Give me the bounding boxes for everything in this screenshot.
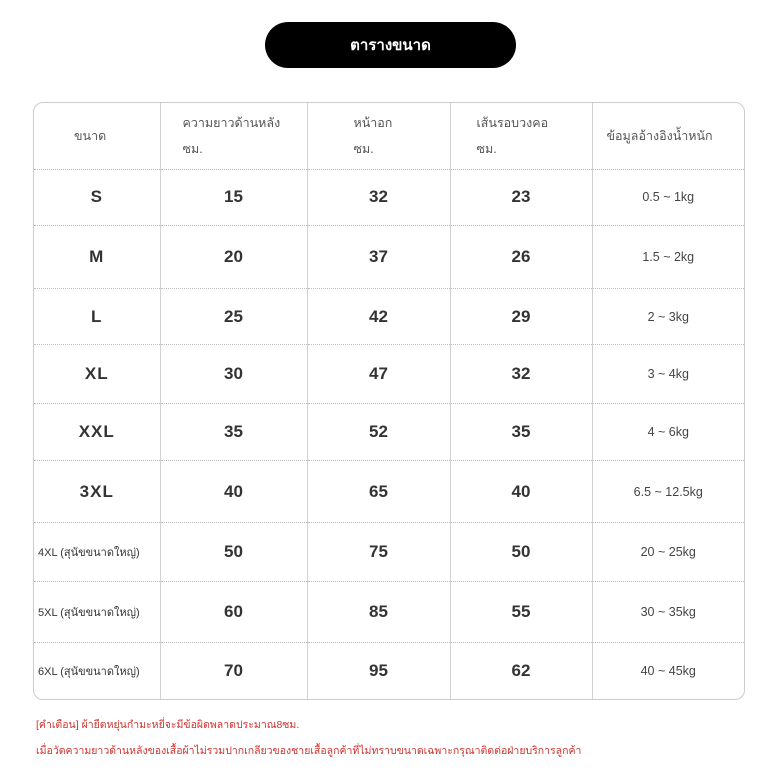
weight-cell: 2 ~ 3kg	[592, 288, 744, 345]
back-length-cell: 35	[160, 404, 307, 461]
header-back-length: ความยาวด้านหลัง ซม.	[160, 103, 307, 169]
neck-cell: 55	[450, 582, 592, 643]
neck-cell: 40	[450, 460, 592, 523]
table-row	[34, 642, 744, 699]
table-row	[34, 523, 744, 582]
weight-cell: 3 ~ 4kg	[592, 345, 744, 404]
chest-cell: 52	[307, 404, 450, 461]
weight-cell: 30 ~ 35kg	[592, 582, 744, 643]
table-row	[34, 226, 744, 289]
chest-cell: 65	[307, 460, 450, 523]
measure-note: เมื่อวัดความยาวด้านหลังของเสื้อผ้าไม่รวมปากเกลียวของชายเสื้อลูกค้าที่ไม่ทราบขนาดเฉพาะกรุณาติดต่อฝ่ายบริการลูกค้า	[36, 745, 582, 757]
table-row	[34, 404, 744, 461]
table-row	[34, 582, 744, 643]
warning-note: [คำเตือน] ผ้ายืดหยุ่นกำมะหยี่จะมีข้อผิดพลาดประมาณ8ซม.	[36, 719, 300, 731]
table-row	[34, 460, 744, 523]
size-cell: XXL	[34, 404, 160, 461]
header-chest: หน้าอก ซม.	[307, 103, 450, 169]
weight-cell: 0.5 ~ 1kg	[592, 169, 744, 226]
back-length-cell: 15	[160, 169, 307, 226]
back-length-cell: 70	[160, 642, 307, 699]
weight-cell: 1.5 ~ 2kg	[592, 226, 744, 289]
size-cell: 6XL (สุนัขขนาดใหญ่)	[34, 642, 160, 699]
neck-cell: 50	[450, 523, 592, 582]
chest-cell: 75	[307, 523, 450, 582]
size-cell: 4XL (สุนัขขนาดใหญ่)	[34, 523, 160, 582]
page-title: ตารางขนาด	[265, 22, 516, 68]
size-chart-table	[33, 102, 745, 700]
back-length-cell: 40	[160, 460, 307, 523]
back-length-cell: 60	[160, 582, 307, 643]
weight-cell: 40 ~ 45kg	[640, 663, 696, 678]
chest-cell: 37	[307, 226, 450, 289]
weight-cell: 4 ~ 6kg	[592, 404, 744, 461]
chest-cell: 85	[307, 582, 450, 643]
size-cell: XL	[34, 345, 160, 404]
back-length-cell: 25	[160, 288, 307, 345]
header-neck: เส้นรอบวงคอ ซม.	[450, 103, 592, 169]
size-cell: L	[34, 288, 160, 345]
size-cell: 3XL	[34, 460, 160, 523]
chest-cell: 32	[307, 169, 450, 226]
neck-cell: 23	[450, 169, 592, 226]
back-length-cell: 30	[160, 345, 307, 404]
table-row	[34, 169, 744, 226]
back-length-cell: 50	[160, 523, 307, 582]
back-length-cell: 20	[160, 226, 307, 289]
weight-cell: 6.5 ~ 12.5kg	[592, 460, 744, 523]
neck-cell: 32	[450, 345, 592, 404]
chest-cell: 47	[307, 345, 450, 404]
weight-cell: 20 ~ 25kg	[592, 523, 744, 582]
neck-cell: 62	[450, 642, 592, 699]
chest-cell: 95	[307, 642, 450, 699]
chest-cell: 42	[307, 288, 450, 345]
table-header-row	[34, 103, 744, 169]
neck-cell: 26	[450, 226, 592, 289]
size-cell: S	[34, 169, 160, 226]
table-row	[34, 345, 744, 404]
size-cell: M	[34, 226, 160, 289]
header-weight: ข้อมูลอ้างอิงน้ำหนัก	[592, 103, 744, 169]
size-cell: 5XL (สุนัขขนาดใหญ่)	[34, 582, 160, 643]
table-row	[34, 288, 744, 345]
neck-cell: 29	[450, 288, 592, 345]
header-size: ขนาด	[34, 103, 160, 169]
neck-cell: 35	[450, 404, 592, 461]
